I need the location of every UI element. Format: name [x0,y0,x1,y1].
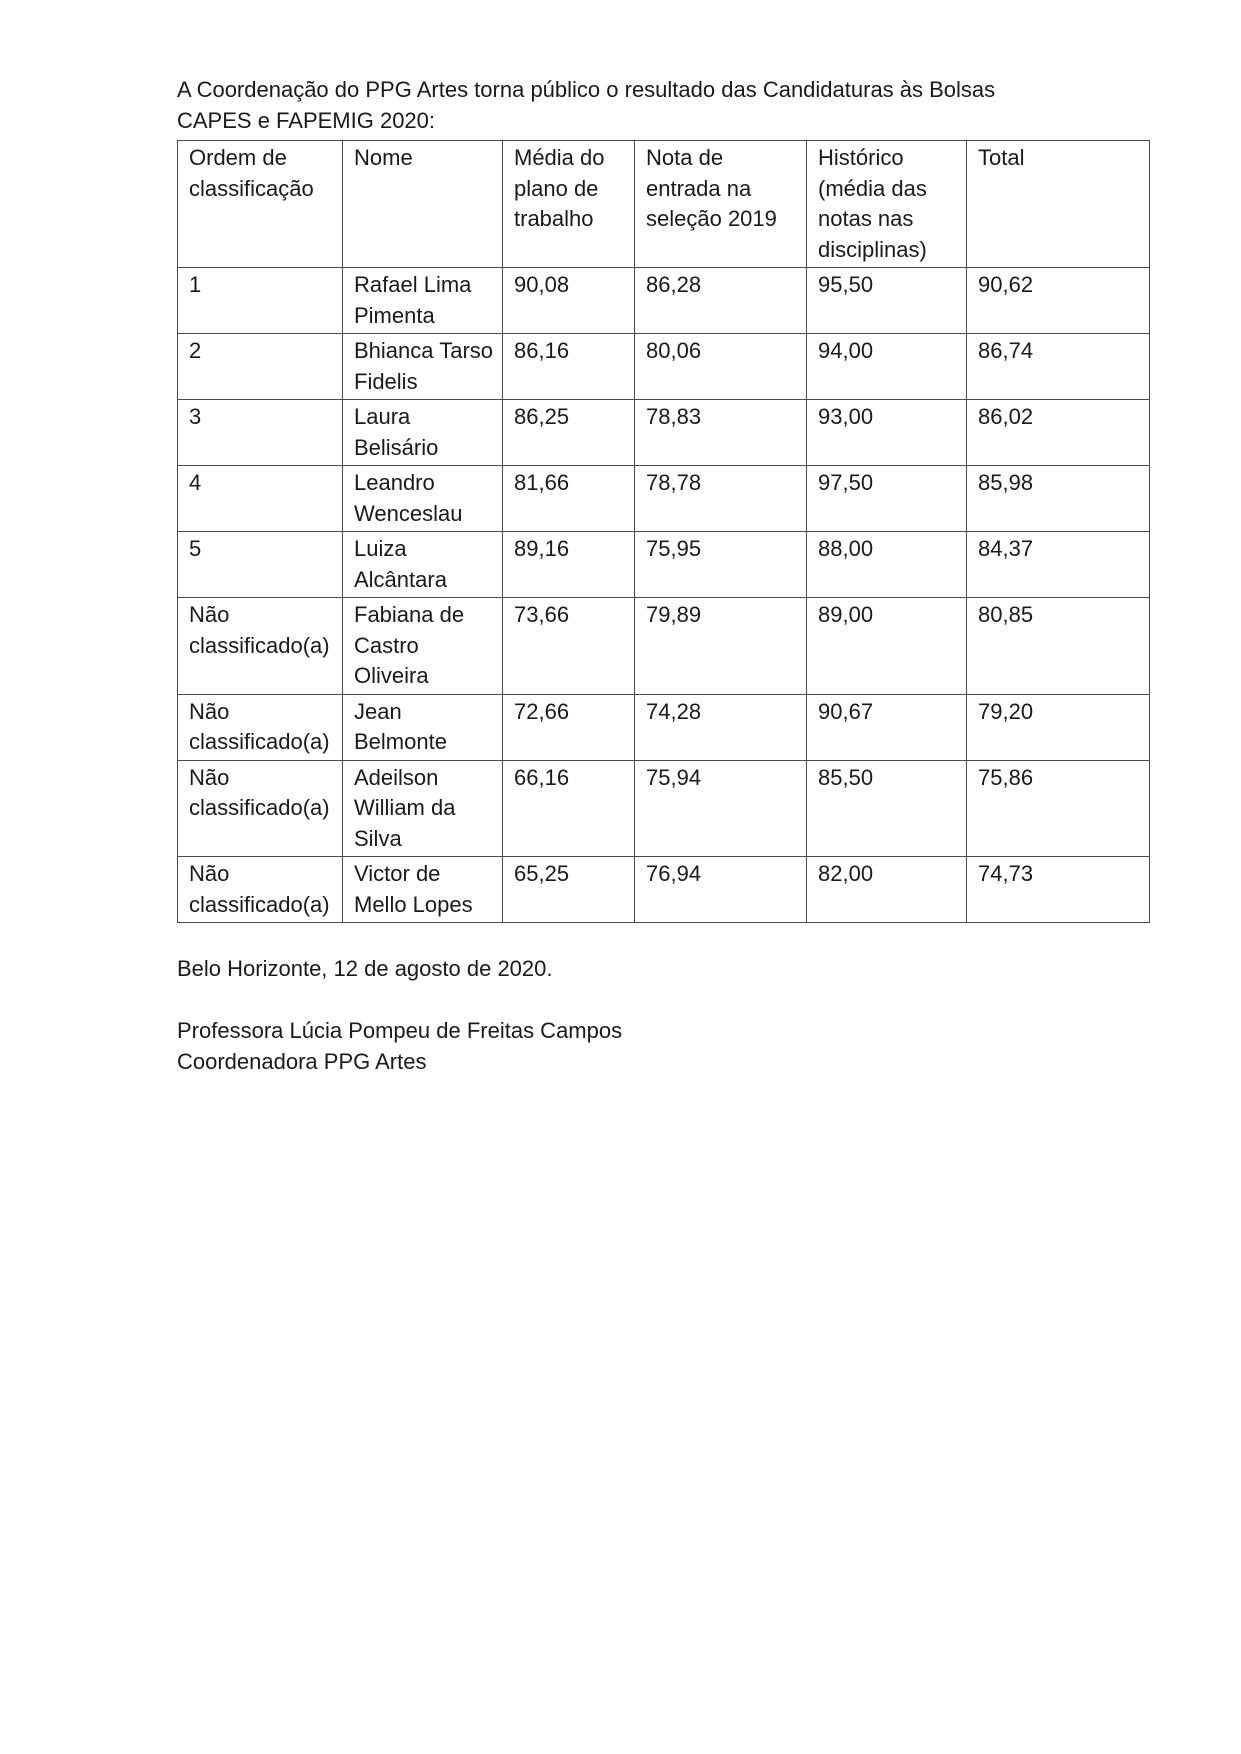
cell-transcript: 89,00 [807,598,967,695]
results-table [177,140,1150,923]
cell-entry-score: 74,28 [635,694,807,760]
cell-work-plan: 89,16 [503,532,635,598]
cell-name: Victor de Mello Lopes [343,857,503,923]
cell-transcript: 88,00 [807,532,967,598]
cell-transcript: 97,50 [807,466,967,532]
cell-rank: Não classificado(a) [178,760,343,857]
cell-rank: 5 [178,532,343,598]
closing-block [177,953,1149,1077]
intro-line-2: CAPES e FAPEMIG 2020: [177,108,436,133]
table-row [178,760,1150,857]
intro-paragraph [177,74,1149,136]
table-row [178,598,1150,695]
cell-total: 86,74 [967,334,1150,400]
cell-work-plan: 72,66 [503,694,635,760]
table-row [178,466,1150,532]
cell-name: Adeilson William da Silva [343,760,503,857]
cell-rank: 2 [178,334,343,400]
header-cell-work-plan: Média do plano de trabalho [503,141,635,268]
cell-rank: 4 [178,466,343,532]
cell-work-plan: 86,16 [503,334,635,400]
intro-line-1: A Coordenação do PPG Artes torna público o resultado das Candidaturas às Bolsas [177,77,996,102]
cell-transcript: 90,67 [807,694,967,760]
cell-entry-score: 76,94 [635,857,807,923]
cell-work-plan: 90,08 [503,268,635,334]
signature-block [177,1015,1149,1077]
cell-name: Laura Belisário [343,400,503,466]
signatory-name: Professora Lúcia Pompeu de Freitas Campos [177,1018,623,1043]
cell-entry-score: 78,78 [635,466,807,532]
cell-rank: 3 [178,400,343,466]
document-page [177,74,1149,1077]
cell-entry-score: 75,94 [635,760,807,857]
header-cell-name: Nome [343,141,503,268]
cell-total: 80,85 [967,598,1150,695]
cell-total: 74,73 [967,857,1150,923]
cell-name: Leandro Wenceslau [343,466,503,532]
cell-name: Bhianca Tarso Fidelis [343,334,503,400]
table-row [178,694,1150,760]
cell-rank: Não classificado(a) [178,857,343,923]
place-date: Belo Horizonte, 12 de agosto de 2020. [177,956,553,981]
cell-entry-score: 79,89 [635,598,807,695]
cell-total: 85,98 [967,466,1150,532]
cell-work-plan: 86,25 [503,400,635,466]
cell-entry-score: 80,06 [635,334,807,400]
cell-transcript: 95,50 [807,268,967,334]
table-header-row [178,141,1150,268]
cell-name: Fabiana de Castro Oliveira [343,598,503,695]
table-row [178,334,1150,400]
cell-transcript: 85,50 [807,760,967,857]
cell-total: 86,02 [967,400,1150,466]
cell-name: Rafael Lima Pimenta [343,268,503,334]
header-cell-total: Total [967,141,1150,268]
cell-entry-score: 86,28 [635,268,807,334]
table-row [178,532,1150,598]
cell-total: 90,62 [967,268,1150,334]
cell-transcript: 94,00 [807,334,967,400]
table-row [178,400,1150,466]
header-cell-transcript: Histórico (média das notas nas disciplinas) [807,141,967,268]
cell-rank: Não classificado(a) [178,694,343,760]
cell-work-plan: 73,66 [503,598,635,695]
cell-work-plan: 81,66 [503,466,635,532]
cell-rank: Não classificado(a) [178,598,343,695]
cell-total: 79,20 [967,694,1150,760]
cell-total: 84,37 [967,532,1150,598]
cell-rank: 1 [178,268,343,334]
cell-total: 75,86 [967,760,1150,857]
cell-transcript: 93,00 [807,400,967,466]
cell-name: Jean Belmonte [343,694,503,760]
cell-entry-score: 75,95 [635,532,807,598]
signatory-role: Coordenadora PPG Artes [177,1049,427,1074]
cell-entry-score: 78,83 [635,400,807,466]
header-cell-rank: Ordem de classificação [178,141,343,268]
cell-work-plan: 66,16 [503,760,635,857]
header-cell-entry-score: Nota de entrada na seleção 2019 [635,141,807,268]
table-row [178,857,1150,923]
cell-work-plan: 65,25 [503,857,635,923]
cell-name: Luiza Alcântara [343,532,503,598]
table-row [178,268,1150,334]
cell-transcript: 82,00 [807,857,967,923]
